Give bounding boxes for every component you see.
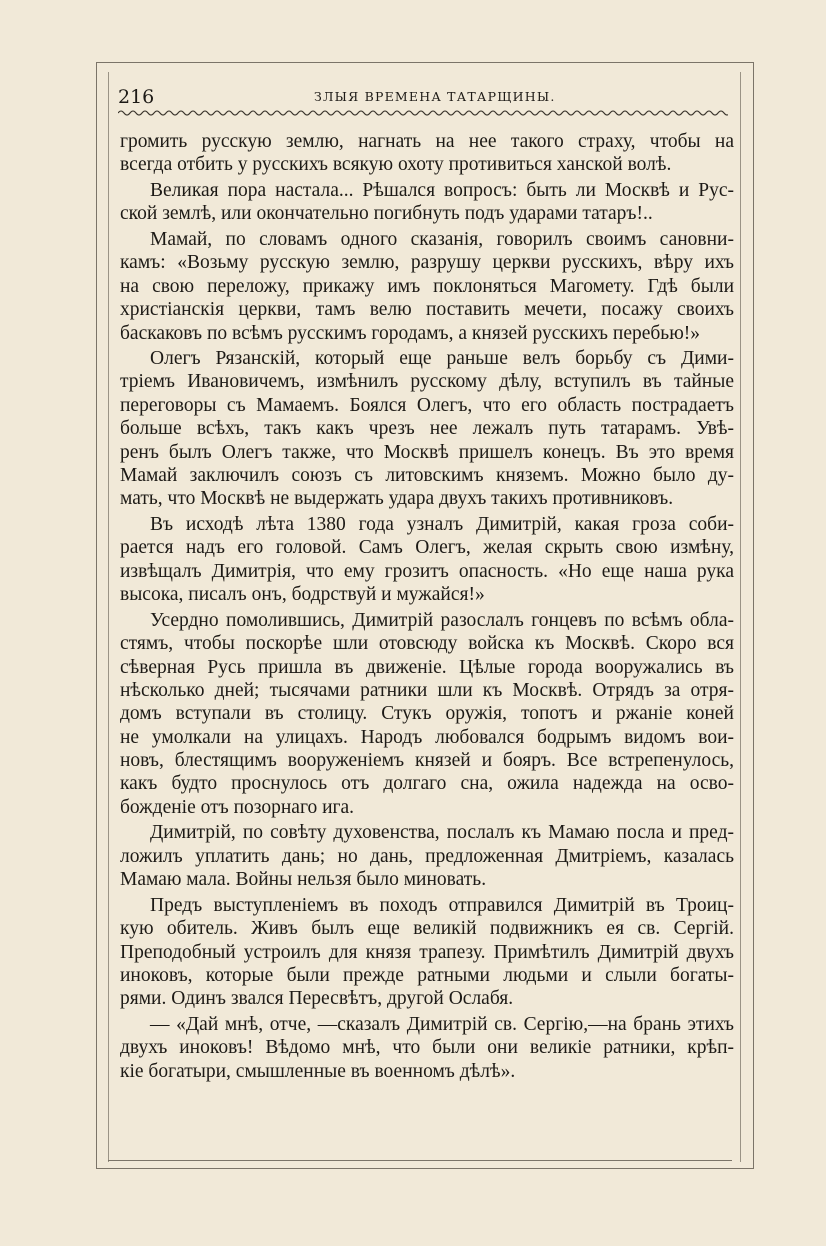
text-line: извѣщалъ Димитрія, что ему грозитъ опасность. «Но еще наша рука [120,560,734,582]
frame-inner-left-rule [108,72,109,1162]
paragraph [120,1013,734,1083]
text-line: двухъ иноковъ! Вѣдомо мнѣ, что были они великіе ратники, крѣп- [120,1037,734,1059]
text-line: Мамай, по словамъ одного сказанія, говорилъ своимъ сановни- [150,228,734,250]
text-line: ской землѣ, или окончательно погибнуть подъ ударами татаръ!.. [120,203,653,225]
text-line: Усердно помолившись, Димитрій разослалъ гонцевъ по всѣмъ обла- [150,609,734,631]
frame-bottom-rule [96,1168,753,1169]
text-line: камъ: «Возьму русскую землю, разрушу церкви русскихъ, вѣру ихъ [120,252,734,274]
paragraph [120,179,734,226]
text-line: иноковъ, которые были прежде ратными людьми и слыли богаты- [120,964,734,986]
text-line: тріемъ Ивановичемъ, измѣнилъ русскому дѣлу, вступилъ въ тайные [120,371,734,393]
text-line: высока, писалъ онъ, бодрствуй и мужайся!» [120,584,485,606]
text-line: — «Дай мнѣ, отче, —сказалъ Димитрій св. Сергію,—на брань этихъ [150,1013,734,1035]
paragraph [120,228,734,345]
text-line: кіе богатыри, смышленные въ военномъ дѣлѣ». [120,1060,516,1082]
text-line: Олегъ Рязанскій, который еще раньше велъ борьбу съ Дими- [150,348,734,370]
text-line: рями. Одинъ звался Пересвѣтъ, другой Ослабя. [120,988,514,1010]
text-line: переговоры съ Мамаемъ. Боялся Олегъ, что его область пострадаетъ [120,394,734,416]
paragraph [120,894,734,1011]
text-line: стямъ, чтобы поскорѣе шли отовсюду войска къ Москвѣ. Скоро вся [120,633,734,655]
text-line: всегда отбить у русскихъ всякую охоту противиться ханской волѣ. [120,154,672,176]
page-number: 216 [118,86,155,108]
text-line: христіанскія церкви, тамъ велю поставить мечети, посажу своихъ [120,299,734,321]
text-line: Преподобный устроилъ для князя трапезу. Примѣтилъ Димитрій двухъ [120,941,734,963]
text-line: новъ, блестящимъ вооруженіемъ князей и бояръ. Все встрепенулось, [120,750,734,772]
frame-inner-right-rule [740,72,741,1162]
text-line: ренъ былъ Олегъ также, что Москвѣ пришелъ конецъ. Въ это время [120,441,734,463]
paragraph [120,130,734,177]
page-header [118,86,728,108]
text-line: Мамай заключилъ союзъ съ литовскимъ княземъ. Можно было ду- [120,465,734,487]
text-line: Предъ выступленіемъ въ походъ отправился Димитрій въ Троиц- [150,894,734,916]
ornamental-wavy-rule [118,108,728,118]
text-line: мать, что Москвѣ не выдержать удара двухъ такихъ противниковъ. [120,488,674,510]
text-line: какъ будто проснулось отъ долгаго сна, ожила надежда на осво- [120,773,734,795]
frame-inner-bottom-rule [108,1160,732,1161]
paragraph [120,609,734,820]
text-line: больше всѣхъ, такъ какъ чрезъ нее лежалъ путь татарамъ. Увѣ- [120,418,734,440]
text-line: громить русскую землю, нагнать на нее такого страху, чтобы на [120,131,734,152]
paragraph [120,821,734,891]
paragraph [120,513,734,607]
text-line: нѣсколько дней; тысячами ратники шли къ Москвѣ. Отрядъ за отря- [120,679,734,701]
text-line: кую обитель. Живъ былъ еще великій подвижникъ ея св. Сергій. [120,918,734,940]
text-line: не умолкали на улицахъ. Народъ любовался бодрымъ видомъ вои- [120,726,734,748]
text-line: рается надъ его головой. Самъ Олегъ, желая скрыть свою измѣну, [120,537,734,559]
running-title: ЗЛЫЯ ВРЕМЕНА ТАТАРЩИНЫ. [314,89,556,104]
text-line: Мамаю мала. Войны нельзя было миновать. [120,869,487,891]
text-line: сѣверная Русь пришла въ движеніе. Цѣлые города вооружались въ [120,656,734,678]
paragraph [120,347,734,511]
text-line: ложилъ уплатить дань; но дань, предложенная Дмитріемъ, казалась [120,845,734,867]
body-text [120,130,734,1085]
text-line: на свою переложу, прикажу имъ поклоняться Магомету. Гдѣ были [120,275,734,297]
text-line: баскаковъ по всѣмъ русскимъ городамъ, а князей русскихъ перебью!» [120,322,701,344]
text-line: Димитрій, по совѣту духовенства, послалъ къ Мамаю посла и пред- [150,822,734,844]
text-line: Въ исходѣ лѣта 1380 года узналъ Димитрій, какая гроза соби- [150,514,734,535]
text-line: божденіе отъ позорнаго ига. [120,796,355,818]
text-line: домъ вступали въ столицу. Стукъ оружія, топотъ и ржаніе коней [120,703,734,725]
text-line: Великая пора настала... Рѣшался вопросъ: быть ли Москвѣ и Рус- [150,179,734,201]
